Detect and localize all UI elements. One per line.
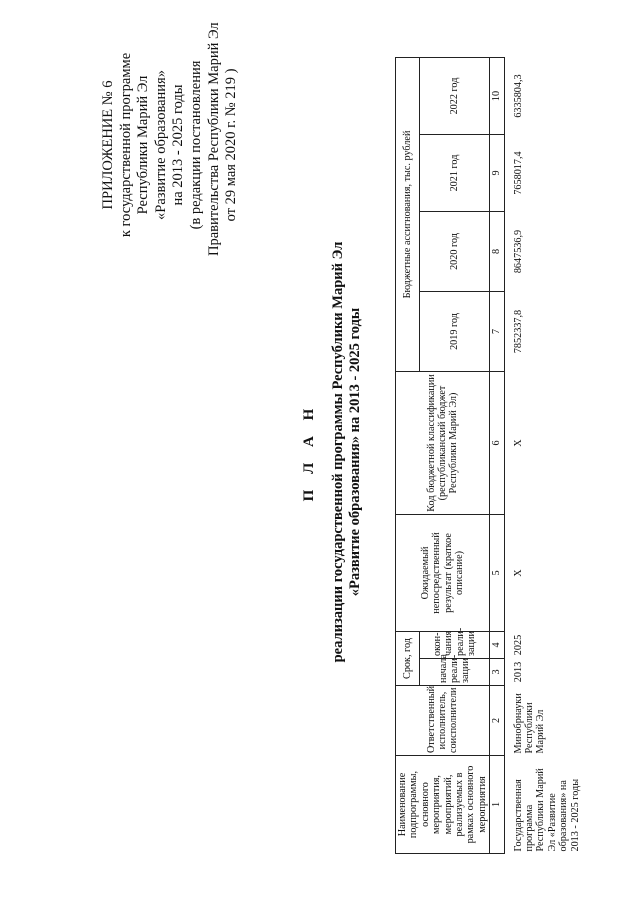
column-number: 2 xyxy=(490,686,504,756)
column-number: 10 xyxy=(490,58,504,135)
appendix-line: к государственной программе xyxy=(117,52,134,238)
column-number: 7 xyxy=(490,292,504,372)
header-responsible: Ответственный исполнитель, соисполнители xyxy=(396,686,490,756)
header-term: Срок, год xyxy=(396,632,420,686)
appendix-line: Республики Марий Эл xyxy=(135,75,152,215)
header-year-2022: 2022 год xyxy=(420,58,490,135)
column-number: 4 xyxy=(490,632,504,659)
appendix-line: «Развитие образования» xyxy=(152,70,169,220)
plan-subtitle-line-1: реализации государственной программы Республики Марий Эл xyxy=(330,241,346,663)
appendix-block xyxy=(100,22,241,256)
column-number: 6 xyxy=(490,372,504,515)
header-term-start: начала реали-зации xyxy=(420,659,490,686)
column-number: 3 xyxy=(490,659,504,686)
appendix-line: на 2013 - 2025 годы xyxy=(170,84,187,206)
cell-2021: 7658017,4 xyxy=(512,151,524,195)
appendix-line: Правительства Республики Марий Эл xyxy=(205,22,222,256)
header-year-2021: 2021 год xyxy=(420,135,490,212)
header-budget-code: Код бюджетной классификации (республиканский бюджет Республики Марий Эл) xyxy=(396,372,490,515)
header-year-2019: 2019 год xyxy=(420,292,490,372)
column-number: 1 xyxy=(490,756,504,854)
plan-subtitle-line-2: «Развитие образования» на 2013 - 2025 годы xyxy=(347,307,363,597)
cell-start: 2013 xyxy=(512,661,524,683)
header-year-2020: 2020 год xyxy=(420,212,490,292)
header-name: Наименование подпрограммы, основного мероприятия, мероприятий, реализуемых в рамках основного мероприятия xyxy=(396,756,490,854)
cell-name: Государственная программа Республики Марий Эл «Развитие образования» на 2013 - 2025 годы xyxy=(512,768,581,852)
cell-end: 2025 xyxy=(512,634,524,656)
cell-result: Х xyxy=(512,569,524,577)
plan-title: П Л А Н xyxy=(301,402,317,502)
column-number: 5 xyxy=(490,515,504,632)
cell-2020: 8647536,9 xyxy=(512,229,524,274)
appendix-line: (в редакции постановления xyxy=(187,60,204,230)
header-term-end: окон-чания реали-зации xyxy=(420,632,490,659)
column-number: 8 xyxy=(490,212,504,292)
table-row xyxy=(504,58,582,854)
cell-2019: 7852337,8 xyxy=(512,309,524,354)
header-budget: Бюджетные ассигнования, тыс. рублей xyxy=(396,58,420,372)
cell-2022: 6335804,3 xyxy=(512,74,524,118)
cell-code: Х xyxy=(512,439,524,447)
appendix-line: от 29 мая 2020 г. № 219 ) xyxy=(223,68,240,222)
header-result: Ожидаемый непосредственный результат (краткое описание) xyxy=(396,515,490,632)
appendix-line: ПРИЛОЖЕНИЕ № 6 xyxy=(100,80,116,210)
plan-table xyxy=(395,57,582,854)
cell-responsible: Минобрнауки Республики Марий Эл xyxy=(512,693,547,754)
column-number: 9 xyxy=(490,135,504,212)
